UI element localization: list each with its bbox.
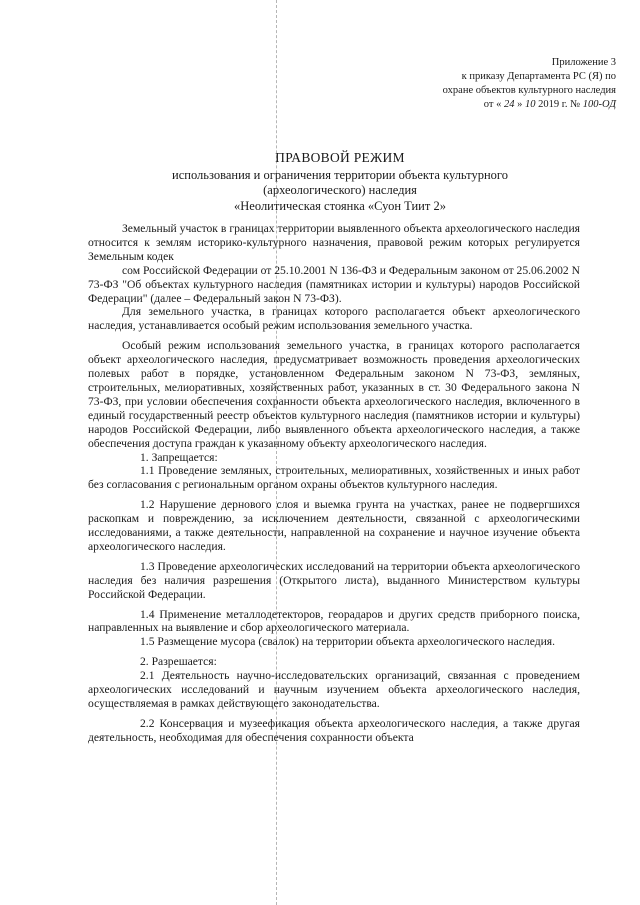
document-body — [88, 222, 580, 745]
prohibited-item: 1.1 Проведение земляных, строительных, мелиоративных, хозяйственных и иных работ без согласования с региональным органом охраны объектов культурного наследия. — [88, 464, 580, 492]
date-mid: » — [517, 99, 523, 110]
title-line-4: «Неолитическая стоянка «Суон Тиит 2» — [234, 198, 446, 213]
title-main: ПРАВОВОЙ РЕЖИМ — [275, 150, 405, 165]
appendix-order-ref: к приказу Департамента РС (Я) по — [461, 71, 616, 82]
paragraph-land-status: Земельный участок в границах территории выявленного объекта археологического наследия относится к землям историко-культурного назначения, правовой режим которых регулируется Земельным кодек — [88, 222, 580, 263]
paragraph-special-regime: Для земельного участка, в границах которого располагается объект археологического наследия, устанавливается особый режим использования земельного участка. — [88, 305, 580, 333]
paragraph-regime-details: Особый режим использования земельного участка, в границах которого располагается объект археологического наследия, предусматривает возможность проведения археологических полевых работ в порядке, установленном Федеральным законом N 73-ФЗ, земляных, строительных, мелиоративных, хозяйственных работ, указанных в ст. 30 Федерального закона N 73-ФЗ, при условии обеспечения сохранности объекта археологического наследия, включенного в единый государственный реестр объектов культурного наследия (памятников истории и культуры) народов Российской Федерации, либо выявленного объекта археологического наследия, а также обеспечения доступа граждан к указанному объекту археологического наследия. — [88, 339, 580, 450]
permitted-item: 2.2 Консервация и музеефикация объекта археологического наследия, а также другая деятельность, необходимая для обеспечения сохранности объекта — [88, 716, 580, 744]
date-day: 24 — [503, 99, 515, 110]
prohibited-item: 1.2 Нарушение дернового слоя и выемка грунта на участках, ранее не подвергшихся раскопкам и повреждению, за исключением деятельности, связанной с археологическими исследованиями, а также деятельности, направленной на сохранение и научное изучение объекта археологического наследия. — [88, 498, 580, 553]
prohibited-item: 1.5 Размещение мусора (свалок) на территории объекта археологического наследия. — [140, 635, 556, 649]
paragraph-legal-basis: сом Российской Федерации от 25.10.2001 N 136-ФЗ и Федеральным законом от 25.06.2002 N 73-ФЗ "Об объектах культурного наследия (памятниках истории и культуры) народов Российской Федерации" (далее – Федеральный закон N 73-ФЗ). — [88, 263, 580, 305]
prohibited-item: 1.3 Проведение археологических исследований на территории объекта археологического наследия без наличия разрешения (Открытого листа), выданного Министерством культуры Российской Федерации. — [88, 559, 580, 601]
prohibited-item: 1.4 Применение металлодетекторов, георадаров и других средств приборного поиска, направленных на выявление и сбор археологического материала. — [88, 607, 580, 635]
date-month: 10 — [524, 99, 536, 110]
section-permitted-heading: 2. Разрешается: — [140, 655, 217, 669]
appendix-department: охране объектов культурного наследия — [442, 85, 616, 96]
date-year: 2019 г. № — [538, 99, 581, 110]
title-line-3: (археологического) наследия — [263, 183, 417, 197]
order-number: 100-ОД — [582, 99, 616, 110]
section-prohibited-heading: 1. Запрещается: — [140, 450, 218, 464]
date-prefix: от « — [483, 99, 502, 110]
appendix-number: Приложение 3 — [551, 57, 616, 68]
appendix-header — [366, 56, 616, 112]
title-line-2: использования и ограничения территории объекта культурного — [172, 167, 508, 182]
document-title — [90, 150, 590, 214]
permitted-item: 2.1 Деятельность научно-исследовательских организаций, связанная с проведением археологических исследований и научным изучением объекта археологического наследия, осуществляемая в рамках действующего законодательства. — [88, 669, 580, 710]
appendix-date-line — [366, 98, 616, 112]
